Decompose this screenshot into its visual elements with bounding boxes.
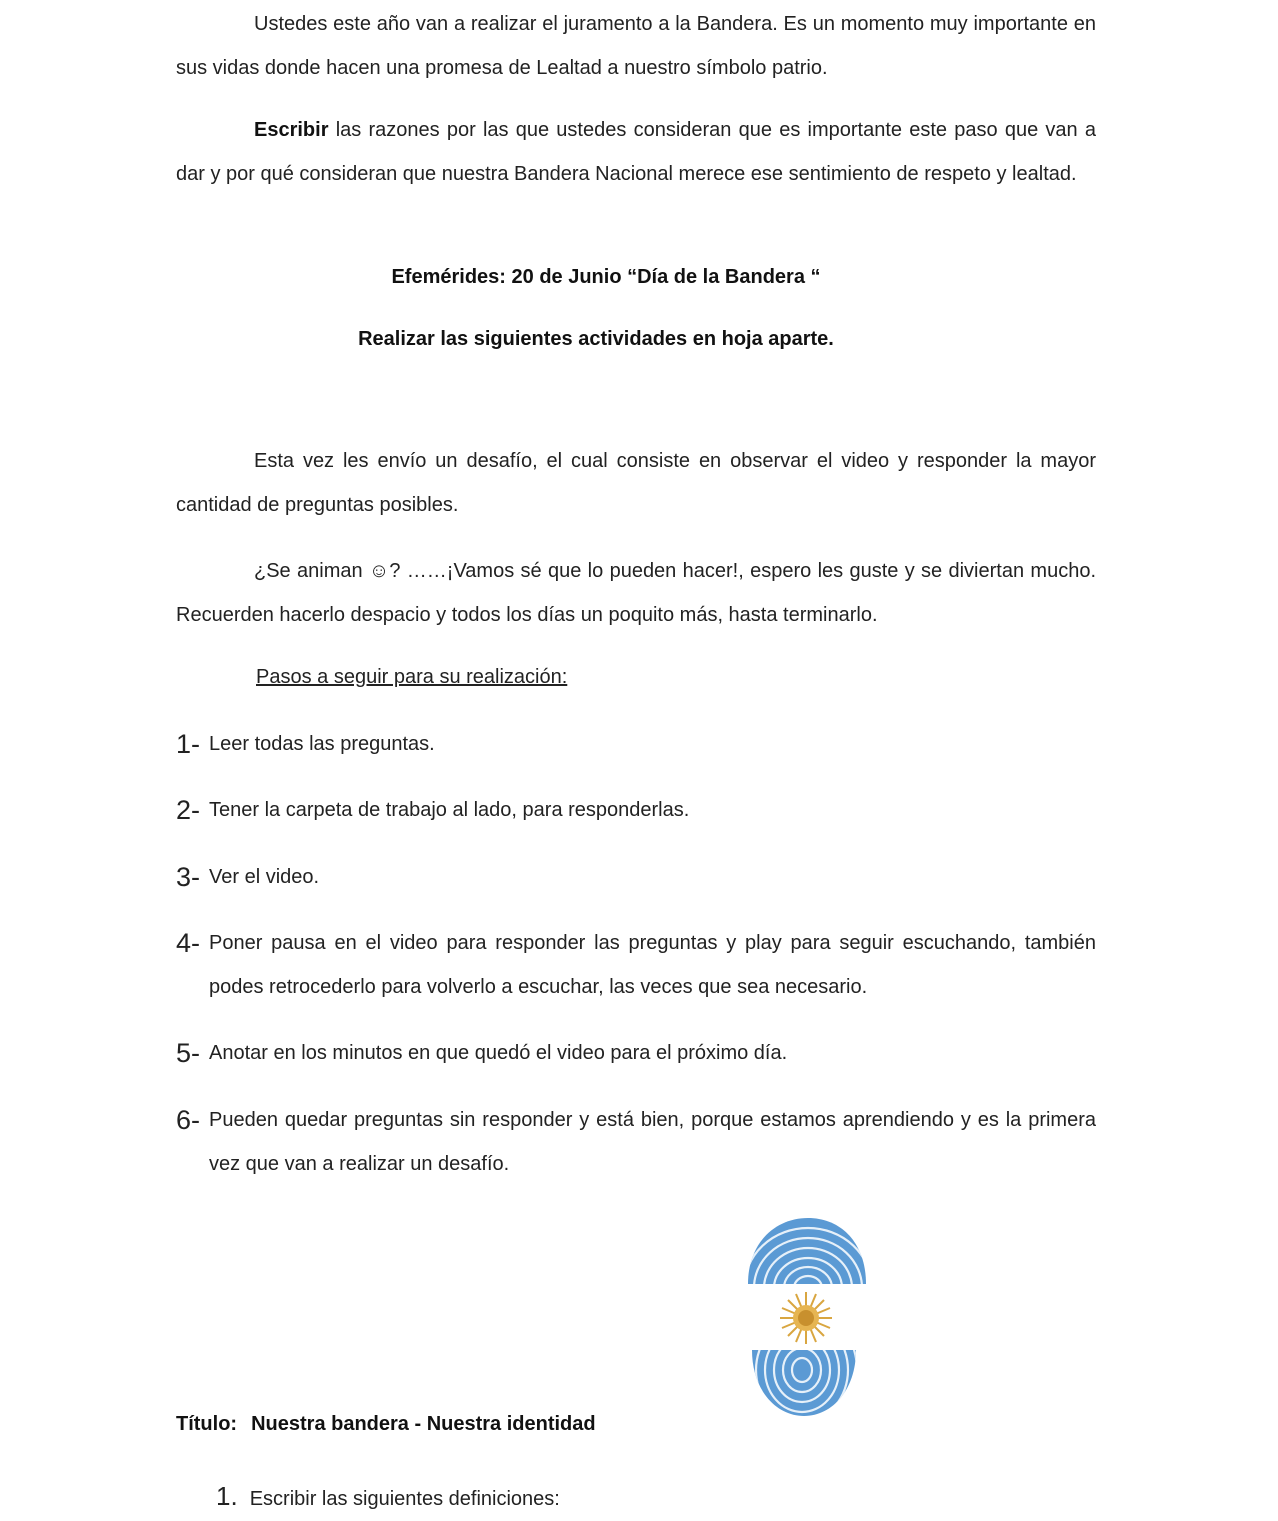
- step-item: [176, 855, 1096, 899]
- step-number: 6-: [176, 1105, 201, 1135]
- step-text: Ver el video.: [209, 866, 320, 888]
- argentine-flag-fingerprint-icon: [696, 1200, 920, 1436]
- steps-heading: Pasos a seguir para su realización:: [256, 666, 568, 688]
- step-number: 5-: [176, 1038, 201, 1068]
- task-item: [216, 1474, 560, 1521]
- step-item: [176, 722, 1096, 766]
- intro-paragraph-write: [176, 108, 1096, 196]
- title-label: Título:: [176, 1413, 238, 1435]
- step-text: Anotar en los minutos en que quedó el video para el próximo día.: [209, 1042, 788, 1064]
- step-text: Pueden quedar preguntas sin responder y está bien, porque estamos aprendiendo y es la primera vez que van a realizar un desafío.: [209, 1109, 1096, 1175]
- sun-of-may-icon: [780, 1292, 832, 1344]
- write-instructions: las razones por las que ustedes consideran que es importante este paso que van a dar y por qué consideran que nuestra Bandera Nacional merece ese sentimiento de respeto y lealtad.: [176, 119, 1096, 185]
- step-number: 4-: [176, 928, 201, 958]
- intro-paragraph-oath: Ustedes este año van a realizar el juramento a la Bandera. Es un momento muy importante en sus vidas donde hacen una promesa de Lealtad a nuestro símbolo patrio.: [176, 13, 1096, 79]
- task-number: 1.: [216, 1481, 238, 1511]
- step-number: 1-: [176, 729, 201, 759]
- step-item: [176, 1098, 1096, 1186]
- title-value: Nuestra bandera - Nuestra identidad: [251, 1413, 596, 1435]
- step-text: Leer todas las preguntas.: [209, 733, 435, 755]
- efemerides-heading: Efemérides: 20 de Junio “Día de la Bandera “: [391, 266, 821, 288]
- step-item: [176, 921, 1096, 1009]
- encouragement-paragraph: ¿Se animan ☺? ……¡Vamos sé que lo pueden hacer!, espero les guste y se diviertan mucho. Recuerden hacerlo despacio y todos los días un poquito más, hasta terminarlo.: [176, 560, 1096, 626]
- activities-instruction: Realizar las siguientes actividades en hoja aparte.: [358, 328, 834, 350]
- step-text: Poner pausa en el video para responder las preguntas y play para seguir escuchando, también podes retrocederlo para volverlo a escuchar, las veces que sea necesario.: [209, 932, 1096, 998]
- section-title: [176, 1402, 596, 1446]
- step-text: Tener la carpeta de trabajo al lado, para responderlas.: [209, 799, 690, 821]
- step-item: [176, 1031, 1096, 1075]
- step-number: 3-: [176, 862, 201, 892]
- step-item: [176, 788, 1096, 832]
- write-keyword: Escribir: [254, 119, 329, 141]
- step-number: 2-: [176, 795, 201, 825]
- task-text: Escribir las siguientes definiciones:: [249, 1488, 560, 1510]
- challenge-paragraph: Esta vez les envío un desafío, el cual consiste en observar el video y responder la mayor cantidad de preguntas posibles.: [176, 450, 1096, 516]
